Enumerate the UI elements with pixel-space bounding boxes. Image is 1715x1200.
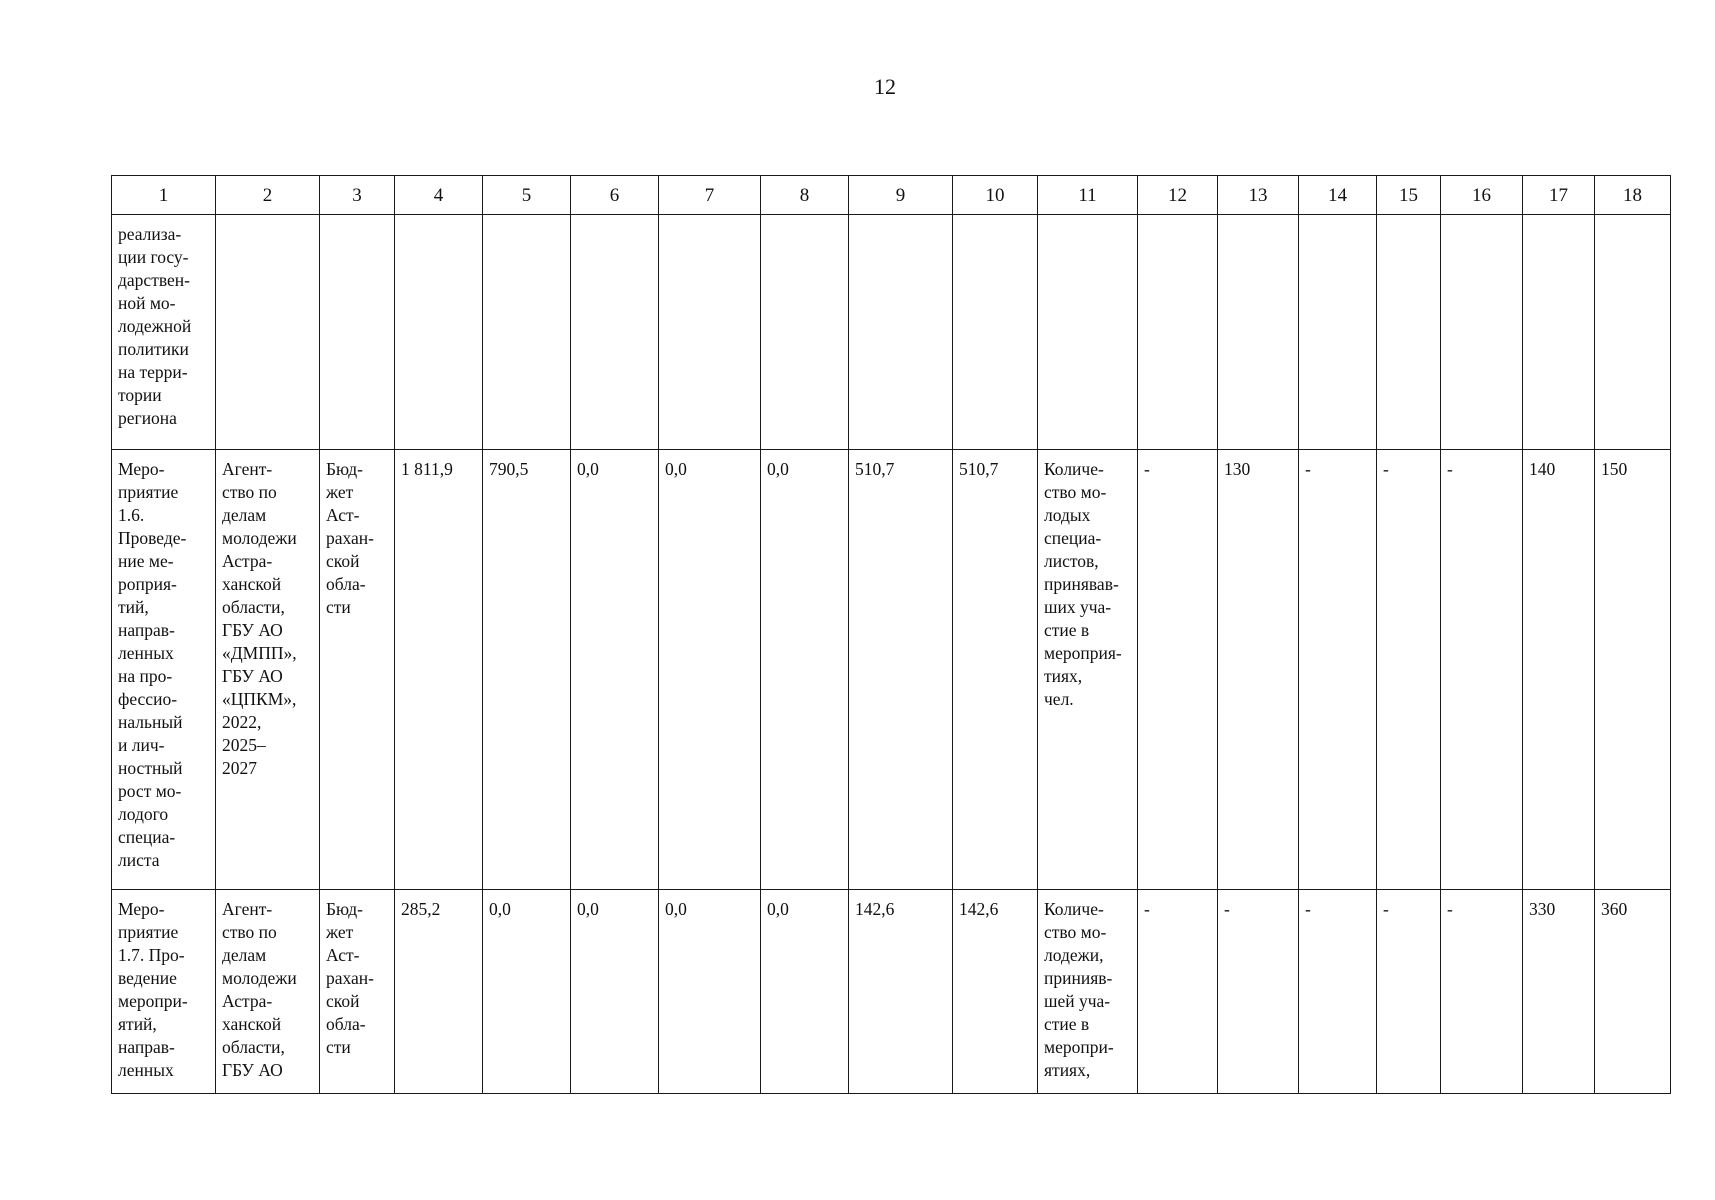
cell-v5 [483,215,571,450]
cell-source: Бюд- жет Аст- рахан- ской обла- сти [320,450,395,890]
cell-v16: - [1441,890,1523,1094]
cell-v12 [1138,215,1218,450]
cell-name: Меро- приятие 1.6. Проведе- ние ме- роприя- тий, направ- ленных на про- фессио- нальный и лич- ностный рост мо- лодого специа- листа [112,450,216,890]
cell-v16: - [1441,450,1523,890]
column-number-3: 3 [320,176,395,215]
cell-indicator: Количе- ство мо- лодых специа- листов, принявав- ших уча- стие в мероприя- тиях, чел. [1038,450,1138,890]
cell-v13 [1218,215,1299,450]
column-number-15: 15 [1377,176,1441,215]
table-row [112,890,1671,1094]
column-number-11: 11 [1038,176,1138,215]
cell-v17: 140 [1523,450,1595,890]
column-number-1: 1 [112,176,216,215]
cell-v5: 790,5 [483,450,571,890]
cell-v14: - [1299,890,1377,1094]
column-number-14: 14 [1299,176,1377,215]
cell-v12: - [1138,450,1218,890]
cell-v14 [1299,215,1377,450]
cell-executor: Агент- ство по делам молодежи Астра- ханской области, ГБУ АО «ДМПП», ГБУ АО «ЦПКМ», 2022, 2025– 2027 [216,450,320,890]
cell-v8 [761,215,849,450]
cell-name: реализа- ции госу- дарствен- ной мо- лодежной политики на терри- тории региона [112,215,216,450]
column-number-12: 12 [1138,176,1218,215]
page-number: 12 [874,74,896,99]
cell-v16 [1441,215,1523,450]
cell-v10: 142,6 [953,890,1038,1094]
cell-v9 [849,215,953,450]
cell-v15 [1377,215,1441,450]
column-number-2: 2 [216,176,320,215]
column-number-9: 9 [849,176,953,215]
cell-source [320,215,395,450]
cell-name: Меро- приятие 1.7. Про- ведение меропри- ятий, направ- ленных [112,890,216,1094]
cell-v6: 0,0 [571,450,659,890]
cell-source: Бюд- жет Аст- рахан- ской обла- сти [320,890,395,1094]
column-number-8: 8 [761,176,849,215]
column-number-4: 4 [395,176,483,215]
cell-executor [216,215,320,450]
cell-v18 [1595,215,1671,450]
cell-indicator [1038,215,1138,450]
cell-v5: 0,0 [483,890,571,1094]
cell-v17 [1523,215,1595,450]
table-row [112,215,1671,450]
cell-v7 [659,215,761,450]
program-table [111,175,1671,1094]
cell-v18: 150 [1595,450,1671,890]
cell-v4: 1 811,9 [395,450,483,890]
column-number-7: 7 [659,176,761,215]
cell-v18: 360 [1595,890,1671,1094]
cell-v6: 0,0 [571,890,659,1094]
column-number-10: 10 [953,176,1038,215]
cell-v13: - [1218,890,1299,1094]
cell-v9: 510,7 [849,450,953,890]
cell-v10: 510,7 [953,450,1038,890]
cell-indicator: Количе- ство мо- лодежи, принияв- шей уча- стие в меропри- ятиях, [1038,890,1138,1094]
cell-v6 [571,215,659,450]
column-number-6: 6 [571,176,659,215]
cell-v9: 142,6 [849,890,953,1094]
column-number-16: 16 [1441,176,1523,215]
column-number-18: 18 [1595,176,1671,215]
cell-v8: 0,0 [761,890,849,1094]
cell-executor: Агент- ство по делам молодежи Астра- ханской области, ГБУ АО [216,890,320,1094]
cell-v12: - [1138,890,1218,1094]
cell-v7: 0,0 [659,450,761,890]
cell-v4 [395,215,483,450]
column-number-5: 5 [483,176,571,215]
column-number-row [112,176,1671,215]
column-number-13: 13 [1218,176,1299,215]
cell-v4: 285,2 [395,890,483,1094]
cell-v15: - [1377,450,1441,890]
cell-v10 [953,215,1038,450]
cell-v13: 130 [1218,450,1299,890]
cell-v7: 0,0 [659,890,761,1094]
cell-v8: 0,0 [761,450,849,890]
table-row [112,450,1671,890]
cell-v14: - [1299,450,1377,890]
cell-v15: - [1377,890,1441,1094]
column-number-17: 17 [1523,176,1595,215]
cell-v17: 330 [1523,890,1595,1094]
